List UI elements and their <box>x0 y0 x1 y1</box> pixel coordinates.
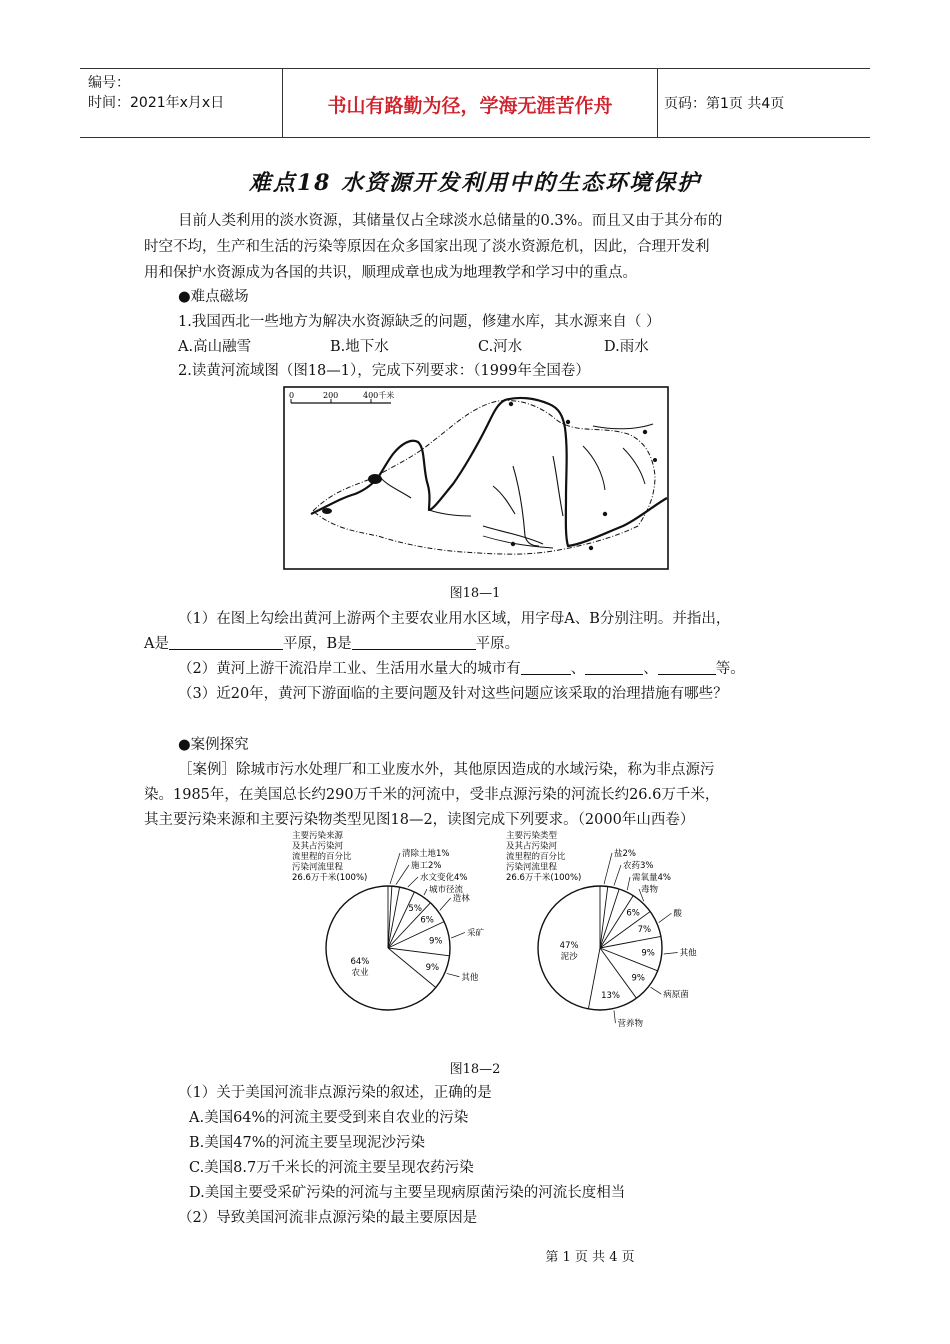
answer-blank[interactable] <box>658 658 716 675</box>
pie-slice-label: 毒物 <box>641 885 659 895</box>
pie-leader-line <box>627 877 630 890</box>
pie-leader-line <box>614 865 621 886</box>
pie-value-label: 5% <box>408 904 422 915</box>
part-text: 、 <box>643 661 658 677</box>
pie-slice-label: 城市径流 <box>429 885 464 895</box>
scale-label: 400千米 <box>363 391 395 400</box>
pie-leader-line <box>408 877 418 887</box>
question-part: （2）导致美国河流非点源污染的最主要原因是 <box>178 1210 478 1226</box>
pie-slice-label: 农业 <box>351 968 369 979</box>
pie-slice-label: 其他 <box>461 972 479 983</box>
pie-slice-label: 盐2% <box>614 849 636 859</box>
option: D.雨水 <box>604 339 649 355</box>
answer-blank[interactable] <box>521 658 571 675</box>
pie-value-label: 9% <box>641 948 655 959</box>
pie-slice-label: 其他 <box>679 948 697 959</box>
part-text: A是 <box>144 636 169 652</box>
intro-line: 用和保护水资源成为各国的共识，顺理成章也成为地理教学和学习中的重点。 <box>144 265 637 281</box>
case-text: 其主要污染来源和主要污染物类型见图18—2，读图完成下列要求。（2000年山西卷） <box>144 812 695 828</box>
pie-value-label: 6% <box>420 915 434 926</box>
chart-header-text: 26.6万千米(100%) <box>506 873 582 883</box>
chart-header-text: 流里程的百分比 <box>292 852 352 862</box>
page-title: 难点18 水资源开发利用中的生态环境保护 <box>248 170 702 196</box>
section-heading: ●案例探究 <box>178 737 249 753</box>
doc-number: 编号： <box>88 75 130 91</box>
doc-time: 时间：2021年x月x日 <box>88 95 225 111</box>
question-part: （3）近20年，黄河下游面临的主要问题及针对这些问题应该采取的治理措施有哪些？ <box>178 686 728 702</box>
pie-value-label: 9% <box>429 936 443 947</box>
pie-value-label: 9% <box>425 963 440 974</box>
pie-leader-line <box>396 865 409 885</box>
pie-chart-sources <box>284 828 504 1038</box>
chart-header-text: 主要污染来源 <box>292 831 344 841</box>
option: D.美国主要受采矿污染的河流与主要呈现病原菌污染的河流长度相当 <box>189 1185 626 1201</box>
scale-label: 200 <box>323 391 339 400</box>
scale-label: 0 <box>289 391 295 400</box>
pie-leader-line <box>659 913 672 922</box>
pie-slice-label: 酸 <box>673 909 682 920</box>
pie-slice-label: 泥沙 <box>560 952 578 963</box>
chart-header-text: 污染河流里程 <box>506 862 558 873</box>
part-text: 、 <box>570 661 586 677</box>
question-part: （1）在图上勾绘出黄河上游两个主要农业用水区域，用字母A、B分别注明。并指出， <box>178 611 731 627</box>
intro-line: 时空不均，生产和生活的污染等原因在众多国家出现了淡水资源危机，因此，合理开发利 <box>144 239 710 255</box>
question-stem: 2.读黄河流域图（图18—1），完成下列要求：（1999年全国卷） <box>178 363 590 379</box>
case-text: 染。1985年，在美国总长约290万千米的河流中，受非点源污染的河流长约26.6万千米， <box>144 787 720 803</box>
pie-value-label: 9% <box>631 973 645 984</box>
option: A.高山融雪 <box>178 339 252 355</box>
pie-leader-line <box>604 853 612 884</box>
header-page-code: 页码：第1页 共4页 <box>664 96 785 112</box>
pie-slice-label: 营养物 <box>617 1019 643 1030</box>
intro-line: 目前人类利用的淡水资源，其储量仅占全球淡水总储量的0.3%。而且又由于其分布的 <box>178 213 723 229</box>
answer-blank[interactable] <box>352 633 476 650</box>
pie-value-label: 7% <box>637 924 652 935</box>
question-part <box>178 656 745 682</box>
pie-chart-types <box>500 828 710 1038</box>
section-heading: ●难点磁场 <box>178 289 249 305</box>
pie-leader-line <box>614 1010 615 1023</box>
figure-caption: 图18—2 <box>449 1062 501 1077</box>
pie-leader-line <box>440 898 451 910</box>
case-text: ［案例］除城市污水处理厂和工业废水外，其他原因造成的水域污染，称为非点源污 <box>178 762 715 778</box>
pie-slice-label: 需氧量4% <box>632 873 671 883</box>
header-left <box>88 73 224 113</box>
question-part <box>144 631 519 657</box>
pie-slice-label: 水文变化4% <box>420 873 468 883</box>
yellow-river-map <box>283 386 669 570</box>
chart-header-text: 及其占污染河 <box>506 841 558 852</box>
pie-slice-label: 清除土地1% <box>402 849 450 859</box>
pie-slice-label: 施工2% <box>411 861 442 871</box>
pie-value-label: 47% <box>559 941 579 952</box>
pie-slice-label: 病原菌 <box>663 990 689 1001</box>
pie-value-label: 64% <box>350 957 370 968</box>
pie-leader-line <box>390 853 400 884</box>
chart-header-text: 26.6万千米(100%) <box>292 873 368 883</box>
pie-slice-label: 采矿 <box>467 928 485 939</box>
option: B.地下水 <box>330 339 389 355</box>
question-part: （1）关于美国河流非点源污染的叙述，正确的是 <box>178 1085 492 1101</box>
pie-leader-line <box>664 953 678 954</box>
option: C.美国8.7万千米长的河流主要呈现农药污染 <box>189 1160 474 1176</box>
pie-value-label: 6% <box>626 908 640 919</box>
pie-slice-label: 农药3% <box>623 861 654 871</box>
answer-blank[interactable] <box>169 633 283 650</box>
pie-leader-line <box>447 973 460 976</box>
pie-leader-line <box>451 932 465 938</box>
question-stem: 1.我国西北一些地方为解决水资源缺乏的问题，修建水库，其水源来自（ ） <box>178 314 661 330</box>
page-header <box>80 68 870 138</box>
pie-slice-label: 造林 <box>452 893 470 904</box>
pie-leader-line <box>651 987 662 994</box>
part-text: （2）黄河上游干流沿岸工业、生活用水量大的城市有 <box>178 661 521 677</box>
pie-value-label: 13% <box>601 991 621 1002</box>
page-footer: 第 1 页 共 4 页 <box>545 1250 635 1265</box>
part-text: 平原，B是 <box>282 636 352 652</box>
option: C.河水 <box>478 339 523 355</box>
option: B.美国47%的河流主要呈现泥沙污染 <box>189 1135 425 1151</box>
pie-leader-line <box>424 889 427 895</box>
chart-header-text: 流里程的百分比 <box>506 852 566 862</box>
chart-header-text: 及其占污染河 <box>292 841 344 852</box>
figure-caption: 图18—1 <box>449 586 501 601</box>
part-text: 等。 <box>715 661 745 677</box>
chart-header-text: 污染河流里程 <box>292 862 344 873</box>
part-text: 平原。 <box>475 636 520 652</box>
answer-blank[interactable] <box>585 658 643 675</box>
header-motto: 书山有路勤为径，学海无涯苦作舟 <box>327 95 613 117</box>
option: A.美国64%的河流主要受到来自农业的污染 <box>189 1110 469 1126</box>
chart-header-text: 主要污染类型 <box>506 831 558 841</box>
